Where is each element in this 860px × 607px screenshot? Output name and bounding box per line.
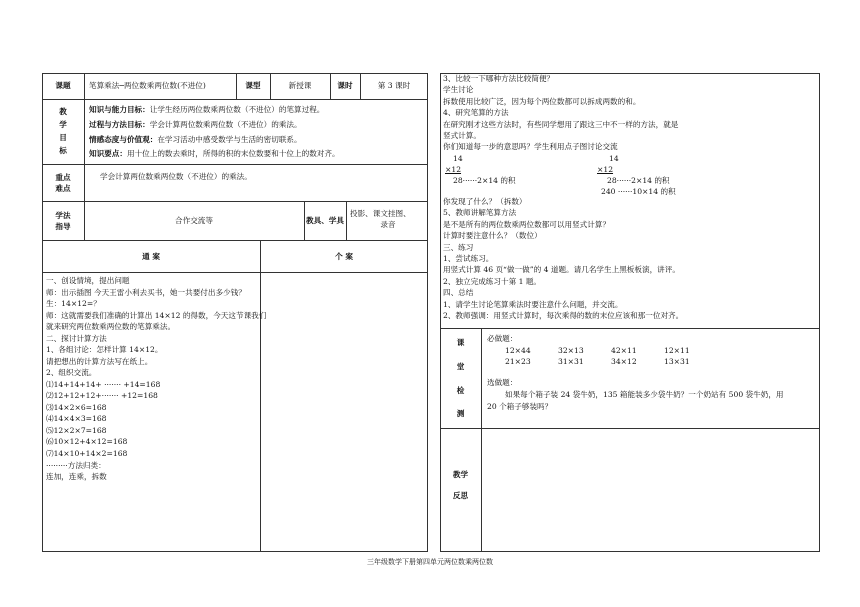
tools-label: 教具、学具	[306, 216, 344, 225]
vertical-calc-right: 14 ×12 28······2×14 的积 240 ······10×14 的积	[597, 154, 676, 196]
required-label: 必做题：	[487, 334, 518, 343]
method-label: 学法 指导	[55, 211, 71, 231]
goals-list	[89, 103, 425, 162]
required-row-2: 21×23 31×31 34×12 13×31	[505, 357, 690, 366]
reflection-label: 教学 反思	[452, 469, 469, 500]
tools-value: 投影、课文挂图、 录音	[350, 209, 411, 229]
period-label: 课时	[337, 81, 353, 90]
check-label: 课 堂 检 测	[456, 338, 465, 419]
topic-label: 课题	[55, 81, 71, 90]
keypoints-label: 重点 难点	[55, 173, 71, 193]
optional-problem: 如果每个箱子装 24 袋牛奶，135 箱能装多少袋牛奶？一个奶站有 500 袋牛奶，用 20 个箱子够装吗？	[487, 390, 784, 411]
right-top-text-b: 你发现了什么？（拆数） 5、教师讲解笔算方法 是不是所有的两位数乘两位数都可以用竖式计算？ 计算时要注意什么？（数位） 三、练习 1、尝试练习。 用竖式计算 46 页“做一做”的 4 道题。请几名学生上黑板板演，讲评。 2、独立完成练习十第 1 题。 四、总结 1、请学生讨论笔算乘法时要注意什么问题，并交流。 2、教师强调：用竖式计算时，每次乘得的数的末位应该和那一位对齐。	[443, 197, 684, 320]
goal-item: 知识与能力目标：让学生经历两位数乘两位数（不进位）的笔算过程。	[89, 105, 325, 114]
method-value: 合作交流等	[175, 216, 213, 225]
type-label: 课型	[245, 81, 261, 90]
goals-label-char: 标	[59, 145, 67, 155]
goals-label-char: 目	[59, 133, 67, 142]
keypoints-text: 学会计算两位数乘两位数（不进位）的乘法。	[100, 172, 252, 181]
goals-label	[42, 100, 84, 164]
period-value: 第 3 课时	[377, 81, 411, 90]
type-value: 新授课	[288, 81, 312, 90]
topic-value: 笔算乘法─两位数乘两位数(不进位)	[89, 81, 206, 90]
goals-label-char: 学	[59, 120, 67, 130]
vertical-calc-left: 14 ×12 28······2×14 的积	[445, 154, 516, 185]
right-top-text-a: 3、比较一下哪种方法比较简便？ 学生讨论 拆数使用比较广泛，因为每个两位数都可以拆成两数的和。 4、研究笔算的方法 在研究刚才这些方法时，有些同学想用了跟这三中不一样的方法，就是 竖式计算。 你们知道每一步的意思吗？学生利用点子图讨论交流	[443, 74, 679, 152]
page-footer: 三年级数学下册第四单元两位数乘两位数	[367, 558, 493, 566]
personal-plan-header: 个 案	[335, 252, 353, 261]
goal-item: 情感态度与价值观：在学习活动中感受数学与生活的密切联系。	[89, 134, 302, 144]
common-plan-header: 通 案	[142, 252, 160, 261]
lesson-body: 一、创设情境，提出问题 师：出示插图 今天王雷小利去买书，她一共要付出多少钱？ 生：14×12=？ 师：这就需要我们准确的计算出 14×12 的得数，今天这节课我们 就来研究两位数乘两位数的笔算乘法。 二、探讨计算方法 1、各组讨论：怎样计算 14×12。 请把想出的计算方法写在纸上。 2、组织交流。 ⑴14+14+14+ ······· +14=168 ⑵12+12+12+······· +12=168 ⑶14×2×6=168 ⑷14×4×3=168 ⑸12×2×7=168 ⑹10×12+4×12=168 ⑺14×10+14×2=168 ·········方法归类： 连加，连乘，拆数	[46, 276, 267, 482]
goal-item: 知识要点：用十位上的数去乘时，所得的积的末位数要和十位上的数对齐。	[89, 149, 340, 159]
optional-label: 选做题：	[487, 378, 518, 387]
goals-label-char: 教	[59, 107, 67, 117]
required-row-1: 12×44 32×13 42×11 12×11	[505, 346, 690, 355]
goal-item: 过程与方法目标：学会计算两位数乘两位数（不进位）的乘法。	[89, 119, 302, 129]
